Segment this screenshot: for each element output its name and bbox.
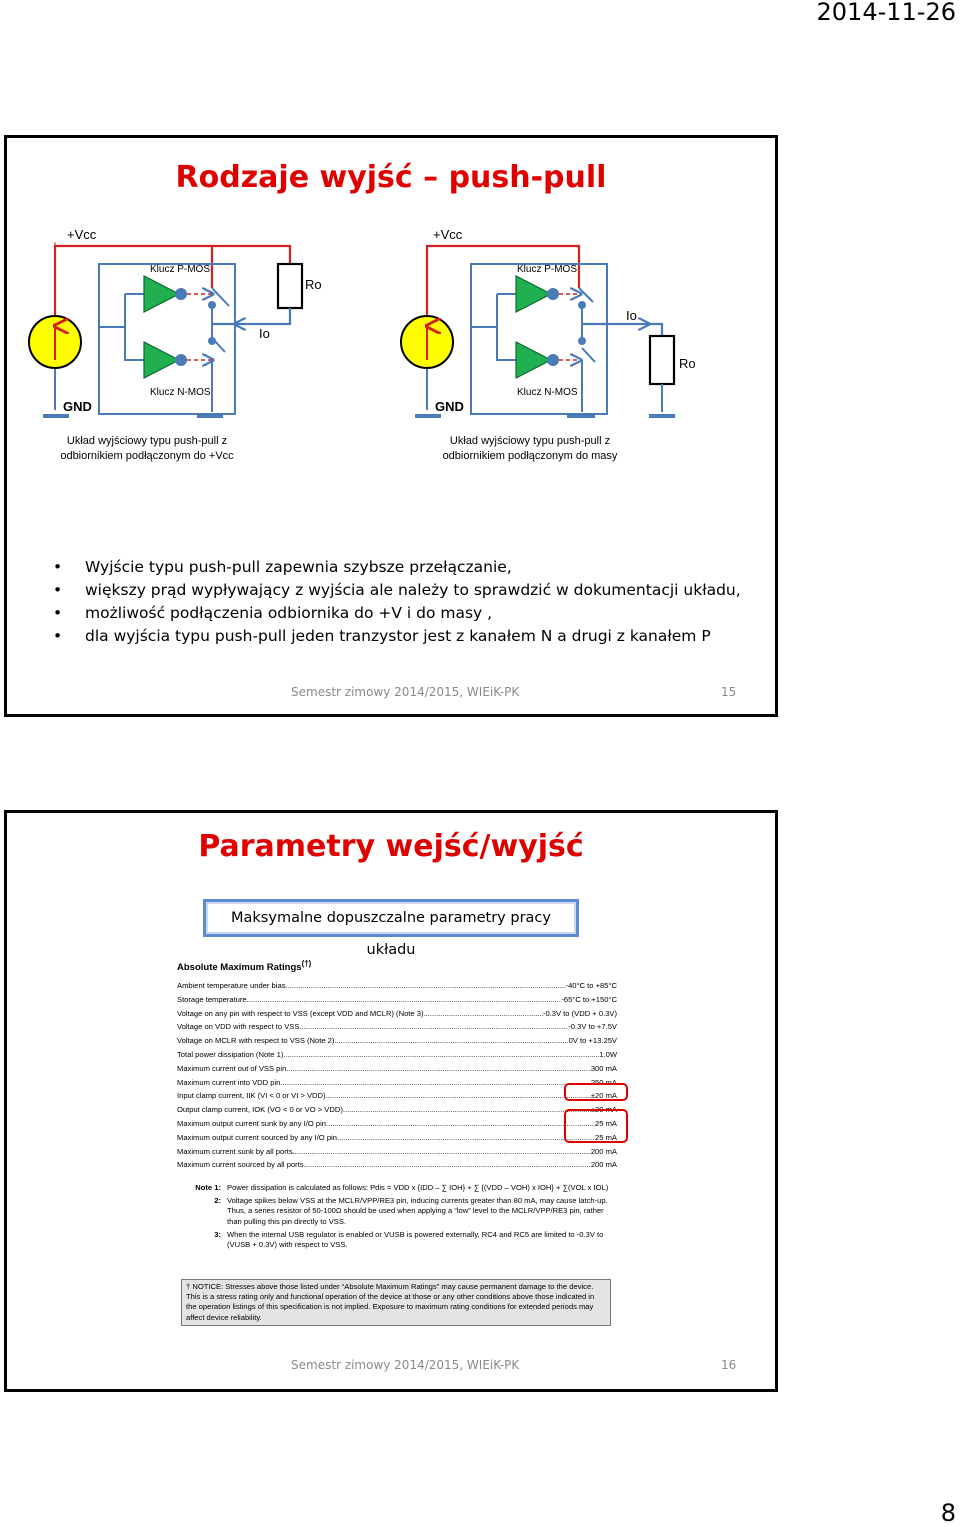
rating-leader [424, 1007, 543, 1021]
rating-row [177, 993, 617, 1007]
rating-leader [304, 1158, 591, 1172]
rating-value: -40°C to +85°C [565, 980, 617, 990]
rating-leader [286, 1062, 591, 1076]
parameters-label-box: Maksymalne dopuszczalne parametry pracy układu [203, 899, 579, 937]
rating-leader [283, 1048, 599, 1062]
rating-name: Output clamp current, IOK (VO < 0 or VO > VDD) [177, 1105, 343, 1115]
rating-leader [326, 1089, 591, 1103]
rating-row [177, 1034, 617, 1048]
rating-row [177, 1089, 617, 1103]
buffer-top-icon [144, 276, 179, 312]
rating-value: 200 mA [590, 1146, 617, 1156]
rating-name: Maximum current sourced by all ports [177, 1160, 304, 1170]
bullet-item: • możliwość podłączenia odbiornika do +V i do masy , [79, 604, 759, 623]
rating-row [177, 1145, 617, 1159]
rating-leader [337, 1131, 595, 1145]
highlight-input-clamp [564, 1083, 628, 1101]
left-ro-label: Ro [305, 277, 322, 292]
rating-value: 0V to +13.25V [568, 1036, 617, 1046]
right-caption: Układ wyjściowy typu push-pull z odbiornikiem podłączonym do masy [442, 435, 618, 462]
bullet-item: • Wyjście typu push-pull zapewnia szybsze przełączanie, [79, 558, 759, 577]
bullet-list [79, 558, 759, 650]
rating-name: Input clamp current, IIK (VI < 0 or VI > VDD) [177, 1091, 326, 1101]
rating-value: 200 mA [590, 1160, 617, 1170]
rating-name: Maximum output current sunk by any I/O pin [177, 1118, 326, 1128]
left-pmos-label: Klucz P-MOS [150, 264, 211, 275]
rating-row [177, 1103, 617, 1117]
rating-name: Voltage on MCLR with respect to VSS (Note 2) [177, 1036, 335, 1046]
rating-row [177, 979, 617, 993]
rating-value: -0.3V to (VDD + 0.3V) [542, 1008, 617, 1018]
right-ro-label: Ro [679, 356, 696, 371]
rating-value: 25 mA [595, 1118, 617, 1128]
slide-number: 15 [721, 685, 737, 699]
rating-name: Maximum output current sourced by any I/O pin [177, 1132, 337, 1142]
rating-row [177, 1158, 617, 1172]
rating-value: 1.0W [599, 1049, 617, 1059]
slide-footer: Semestr zimowy 2014/2015, WIEiK-PK [291, 685, 520, 699]
rating-value: ±20 mA [590, 1105, 617, 1115]
rating-value: 25 mA [595, 1132, 617, 1142]
rating-name: Storage temperature [177, 994, 247, 1004]
rating-name: Maximum current into VDD pin [177, 1077, 281, 1087]
slide-15 [4, 135, 778, 717]
note-item: Note 1: Power dissipation is calculated as follows: Pdis = VDD x {IDD – ∑ IOH} + ∑ {(VDD – VOH) x IOH} + ∑(VOL x IOL) [195, 1183, 609, 1192]
rating-row [177, 1076, 617, 1090]
note-item: 3: When the internal USB regulator is enabled or VUSB is powered externally, RC4 and RC5 are limited to -0.3V to (VUSB + 0.3V) with respect to VSS. [214, 1229, 604, 1250]
right-vcc-label: +Vcc [433, 227, 463, 242]
rating-name: Ambient temperature under bias [177, 980, 286, 990]
ratings-header: Absolute Maximum Ratings(†) [177, 959, 312, 974]
rating-leader [326, 1117, 595, 1131]
rating-leader [247, 993, 562, 1007]
notice-box: † NOTICE: Stresses above those listed under “Absolute Maximum Ratings” may cause permanent damage to the device. This is a stress rating only and functional operation of the device at those or any other conditions above those indicated in the operation listings of this specification is not implied. Exposure to maximum rating conditions for extended periods may affect device reliability. [181, 1279, 611, 1326]
rating-row [177, 1007, 617, 1021]
rating-name: Total power dissipation (Note 1) [177, 1049, 284, 1059]
push-pull-circuits-diagram [7, 138, 775, 478]
left-io-label: Io [259, 326, 270, 341]
left-gnd-label: GND [63, 399, 92, 414]
rating-row [177, 1062, 617, 1076]
rating-row [177, 1020, 617, 1034]
notes-section [187, 1183, 617, 1253]
left-vcc-label: +Vcc [67, 227, 97, 242]
slide-title: Rodzaje wyjść – push-pull [175, 160, 607, 195]
rating-row [177, 1131, 617, 1145]
rating-row [177, 1048, 617, 1062]
rating-leader [280, 1076, 590, 1090]
highlight-output-current [564, 1109, 628, 1143]
rating-name: Maximum current sunk by all ports [177, 1146, 293, 1156]
document-date: 2014-11-26 [816, 0, 956, 26]
slide-16 [4, 810, 778, 1392]
bullet-item: • większy prąd wypływający z wyjścia ale należy to sprawdzić w dokumentacji układu, [79, 581, 759, 600]
right-nmos-label: Klucz N-MOS [517, 387, 578, 398]
rating-value: 250 mA [590, 1077, 617, 1087]
rating-leader [285, 979, 565, 993]
rating-name: Maximum current out of VSS pin [177, 1063, 287, 1073]
buffer-bottom-icon [144, 342, 179, 378]
slide-number: 16 [721, 1358, 737, 1372]
rating-name: Voltage on VDD with respect to VSS [177, 1022, 300, 1032]
rating-leader [299, 1020, 568, 1034]
rating-name: Voltage on any pin with respect to VSS (except VDD and MCLR) (Note 3) [177, 1008, 424, 1018]
slide-title: Parametry wejść/wyjść [198, 829, 584, 864]
left-nmos-label: Klucz N-MOS [150, 387, 211, 398]
note-item: 2: Voltage spikes below VSS at the MCLR/VPP/RE3 pin, inducing currents greater than 80 mA, may cause latch-up. Thus, a series resistor of 50-100Ω should be used when applying a “low” level to the MCLR/VPP/RE3 pin, rather than pulling this pin directly to VSS. [214, 1196, 608, 1226]
right-io-label: Io [626, 308, 637, 323]
rating-row [177, 1117, 617, 1131]
rating-value: 300 mA [590, 1063, 617, 1073]
rating-value: ±20 mA [590, 1091, 617, 1101]
rating-value: -65°C to +150°C [561, 994, 617, 1004]
bullet-item: • dla wyjścia typu push-pull jeden tranzystor jest z kanałem N a drugi z kanałem P [79, 627, 759, 646]
absolute-maximum-ratings-table [177, 957, 617, 1172]
left-caption: Układ wyjściowy typu push-pull z odbiornikiem podłączonym do +Vcc [60, 435, 234, 462]
rating-leader [334, 1034, 568, 1048]
page-number: 8 [940, 1499, 956, 1527]
right-gnd-label: GND [435, 399, 464, 414]
right-pmos-label: Klucz P-MOS [517, 264, 578, 275]
rating-leader [293, 1145, 591, 1159]
rating-value: -0.3V to +7.5V [568, 1022, 617, 1032]
resistor-ro [278, 264, 302, 308]
rating-leader [343, 1103, 591, 1117]
slide-footer: Semestr zimowy 2014/2015, WIEiK-PK [291, 1358, 520, 1372]
